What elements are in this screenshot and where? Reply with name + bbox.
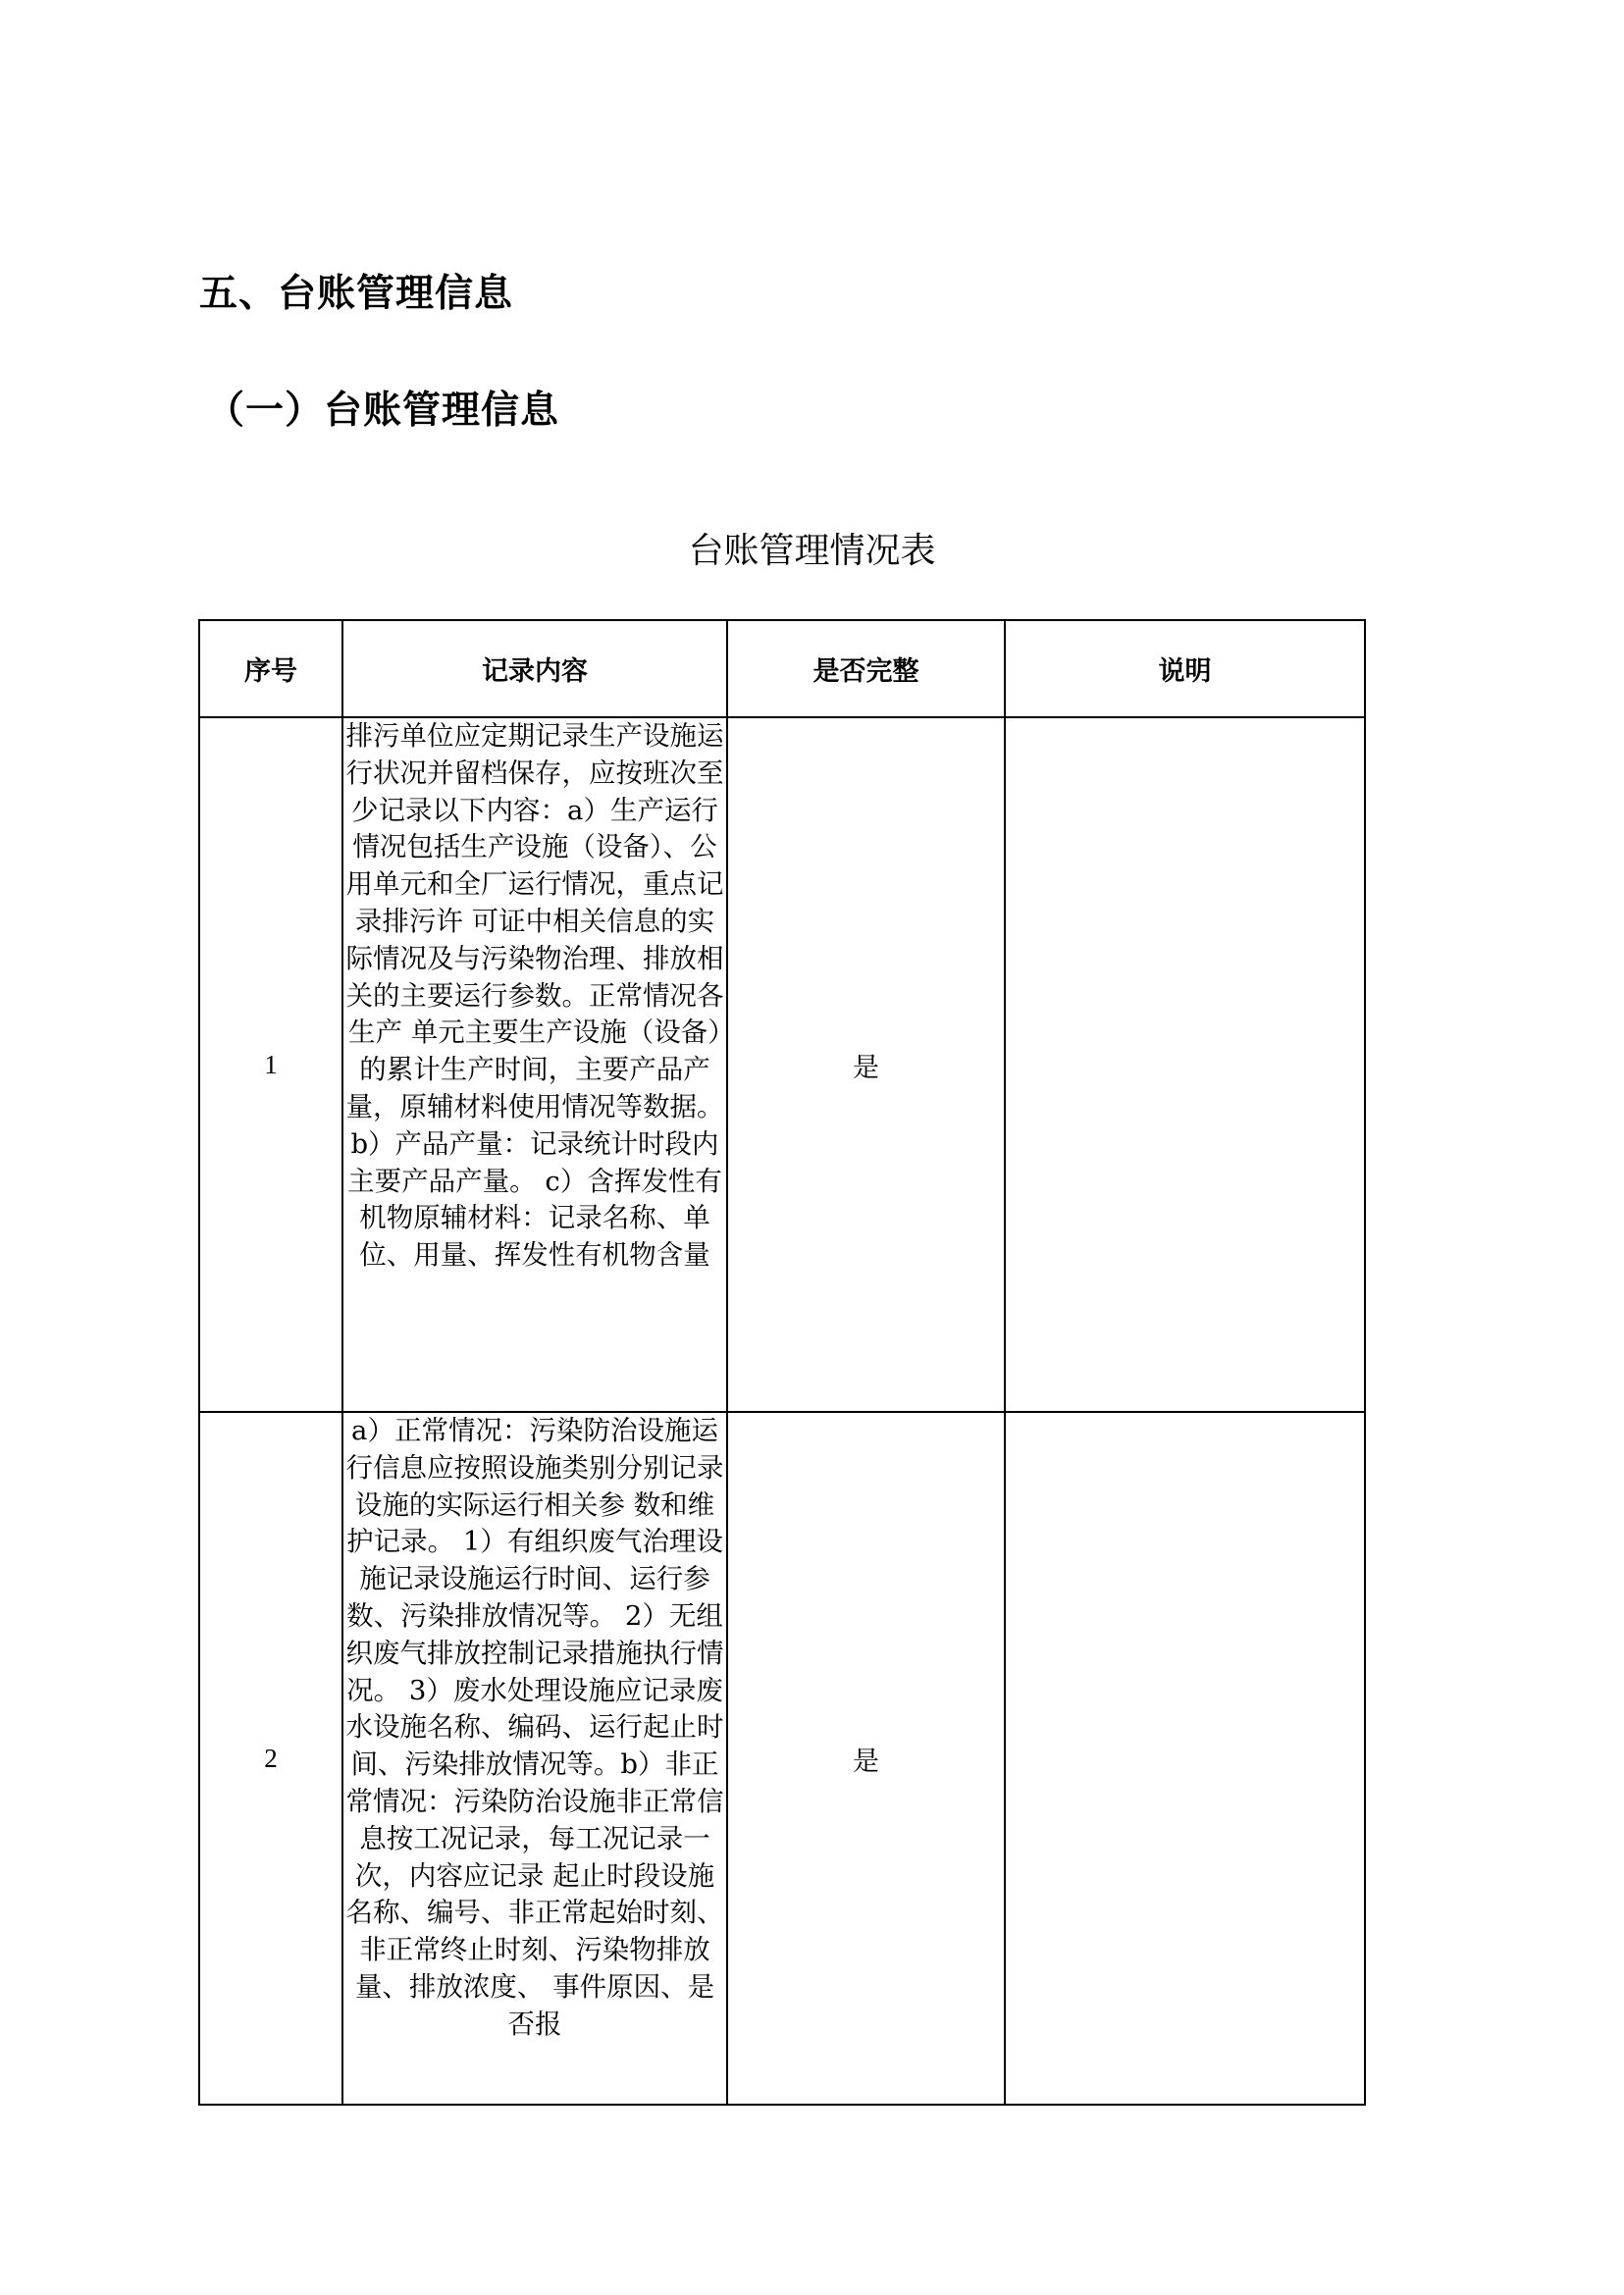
header-content: 记录内容	[342, 620, 727, 717]
table-row	[199, 717, 1365, 1412]
row-content	[342, 717, 727, 1412]
row-complete: 是	[727, 1412, 1005, 2105]
table-header-row	[199, 620, 1365, 717]
row-content-text: a）正常情况：污染防治设施运行信息应按照设施类别分别记录设施的实际运行相关参 数和维护记录。 1）有组织废气治理设施记录设施运行时间、运行参数、污染排放情况等。 2）无组织废气排放控制记录措施执行情况。 3）废水处理设施应记录废水设施名称、编码、运行起止时间、污染排放情况等。b）非正常情况：污染防治设施非正常信息按工况记录，每工况记录一次，内容应记录 起止时段设施名称、编号、非正常起始时刻、非正常终止时刻、污染物排放量、排放浓度、 事件原因、是否报	[345, 1415, 724, 2040]
header-complete: 是否完整	[727, 620, 1005, 717]
ledger-table	[198, 619, 1366, 2106]
subsection-heading: （一）台账管理信息	[206, 389, 560, 433]
header-note: 说明	[1005, 620, 1365, 717]
header-index: 序号	[199, 620, 342, 717]
row-content-text: 排污单位应定期记录生产设施运行状况并留档保存，应按班次至少记录以下内容：a）生产运行情况包括生产设施（设备）、公用单元和全厂运行情况，重点记录排污许 可证中相关信息的实际情况及与污染物治理、排放相关的主要运行参数。正常情况各生产 单元主要生产设施（设备）的累计生产时间，主要产品产量，原辅材料使用情况等数据。 b）产品产量：记录统计时段内主要产品产量。 c）含挥发性有机物原辅材料：记录名称、单位、用量、挥发性有机物含量	[345, 720, 724, 1272]
row-note	[1005, 717, 1365, 1412]
row-complete: 是	[727, 717, 1005, 1412]
row-note	[1005, 1412, 1365, 2105]
row-index: 1	[199, 717, 342, 1412]
table-title: 台账管理情况表	[688, 531, 936, 571]
table-row	[199, 1412, 1365, 2105]
row-content	[342, 1412, 727, 2105]
section-heading: 五、台账管理信息	[199, 272, 514, 316]
row-index: 2	[199, 1412, 342, 2105]
